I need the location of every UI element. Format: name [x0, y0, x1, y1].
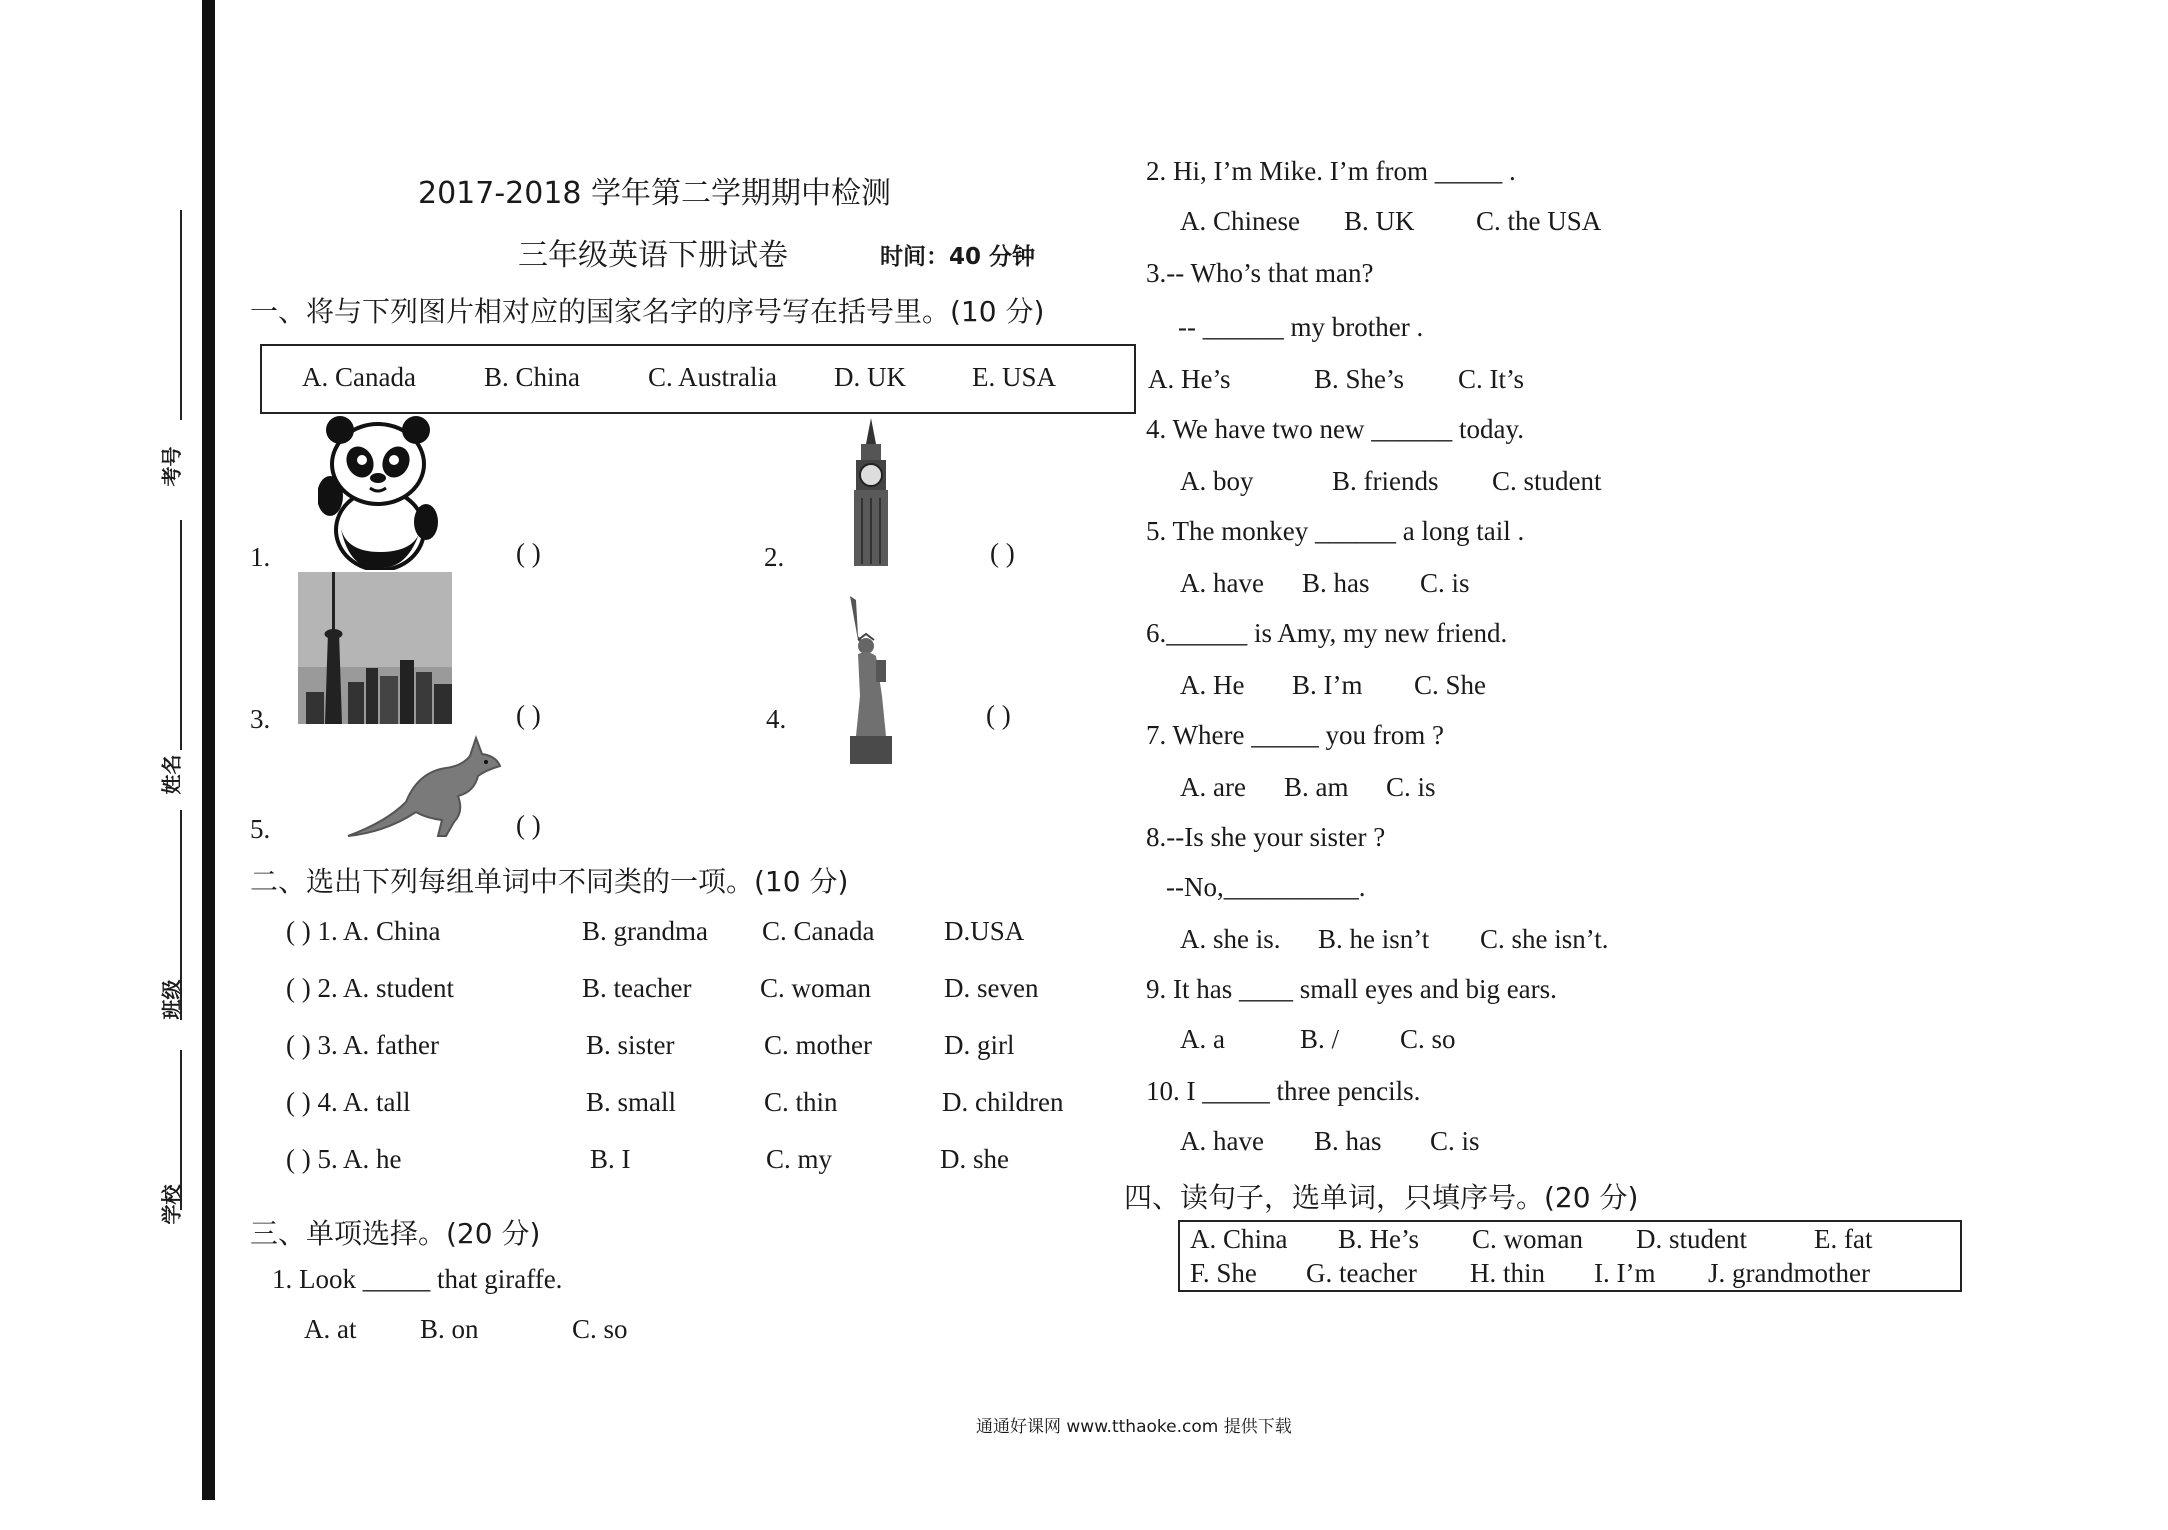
s3-q8-c[interactable]: C. she isn’t. [1480, 924, 1609, 954]
s3-q9-b[interactable]: B. / [1300, 1024, 1340, 1054]
big-ben-image [836, 418, 906, 566]
item4-answer[interactable]: ( ) [986, 700, 1011, 730]
option-usa: E. USA [972, 362, 1057, 392]
s3-q7-c[interactable]: C. is [1386, 772, 1436, 802]
item3-number: 3. [250, 704, 271, 734]
option-uk: D. UK [834, 362, 906, 392]
s3-q1-b[interactable]: B. on [420, 1314, 479, 1344]
s2-q1-d: D.USA [944, 916, 1025, 946]
section1-heading: 一、将与下列图片相对应的国家名字的序号写在括号里。(10 分) [250, 295, 1045, 328]
s3-q9-a[interactable]: A. a [1180, 1024, 1225, 1054]
s2-q4-d: D. children [942, 1087, 1064, 1117]
option-china: B. China [484, 362, 581, 392]
item3-answer[interactable]: ( ) [516, 700, 541, 730]
name-line [180, 520, 182, 750]
s3-q9-c[interactable]: C. so [1400, 1024, 1456, 1054]
s3-q10-c[interactable]: C. is [1430, 1126, 1480, 1156]
word-j: J. grandmother [1708, 1258, 1870, 1288]
s3-q4: 4. We have two new ______ today. [1146, 414, 1524, 444]
s2-q3[interactable]: ( ) 3. A. father [286, 1030, 439, 1060]
item5-number: 5. [250, 814, 271, 844]
s2-q3-b: B. sister [586, 1030, 675, 1060]
s3-q2-a[interactable]: A. Chinese [1180, 206, 1300, 236]
item1-answer[interactable]: ( ) [516, 538, 541, 568]
word-h: H. thin [1470, 1258, 1546, 1288]
s2-q1[interactable]: ( ) 1. A. China [286, 916, 441, 946]
s2-q2-c: C. woman [760, 973, 871, 1003]
section2-heading: 二、选出下列每组单词中不同类的一项。(10 分) [250, 865, 849, 898]
item5-answer[interactable]: ( ) [516, 810, 541, 840]
word-e: E. fat [1814, 1224, 1873, 1254]
exam-time: 时间：40 分钟 [880, 244, 1036, 270]
s3-q3-line2: -- ______ my brother . [1178, 312, 1424, 342]
s3-q7-a[interactable]: A. are [1180, 772, 1246, 802]
s2-q5-d: D. she [940, 1144, 1009, 1174]
s2-q5-c: C. my [766, 1144, 833, 1174]
binding-bar [202, 0, 215, 1500]
footer-source: 通通好课网 www.tthaoke.com 提供下载 [976, 1417, 1292, 1437]
section4-heading: 四、读句子，选单词，只填序号。(20 分) [1124, 1181, 1639, 1214]
cn-tower-skyline-image [298, 572, 452, 724]
s3-q3-b[interactable]: B. She’s [1314, 364, 1405, 394]
s3-q1-a[interactable]: A. at [304, 1314, 357, 1344]
option-australia: C. Australia [648, 362, 777, 392]
s3-q10: 10. I _____ three pencils. [1146, 1076, 1421, 1106]
s2-q4-b: B. small [586, 1087, 677, 1117]
item1-number: 1. [250, 542, 271, 572]
option-canada: A. Canada [302, 362, 416, 392]
exam-number-label: 考号 [159, 446, 184, 487]
s3-q6-a[interactable]: A. He [1180, 670, 1245, 700]
s2-q1-b: B. grandma [582, 916, 708, 946]
s3-q2: 2. Hi, I’m Mike. I’m from _____ . [1146, 156, 1516, 186]
s2-q2-d: D. seven [944, 973, 1039, 1003]
s2-q1-c: C. Canada [762, 916, 875, 946]
s3-q5-b[interactable]: B. has [1302, 568, 1370, 598]
word-bank-box [1178, 1220, 1962, 1292]
s3-q6-b[interactable]: B. I’m [1292, 670, 1363, 700]
s3-q3: 3.-- Who’s that man? [1146, 258, 1374, 288]
word-g: G. teacher [1306, 1258, 1417, 1288]
item2-answer[interactable]: ( ) [990, 538, 1015, 568]
s2-q2[interactable]: ( ) 2. A. student [286, 973, 454, 1003]
s3-q5-a[interactable]: A. have [1180, 568, 1264, 598]
exam-title: 2017-2018 学年第二学期期中检测 [418, 176, 892, 211]
s3-q5-c[interactable]: C. is [1420, 568, 1470, 598]
s3-q1: 1. Look _____ that giraffe. [272, 1264, 563, 1294]
s3-q4-c[interactable]: C. student [1492, 466, 1602, 496]
country-options-box [260, 344, 1136, 414]
s2-q5[interactable]: ( ) 5. A. he [286, 1144, 402, 1174]
item4-number: 4. [766, 704, 787, 734]
s2-q2-b: B. teacher [582, 973, 692, 1003]
s2-q4[interactable]: ( ) 4. A. tall [286, 1087, 411, 1117]
item2-number: 2. [764, 542, 785, 572]
exam-subtitle: 三年级英语下册试卷 [518, 238, 788, 273]
s3-q8-b[interactable]: B. he isn’t [1318, 924, 1430, 954]
s3-q9: 9. It has ____ small eyes and big ears. [1146, 974, 1557, 1004]
s2-q4-c: C. thin [764, 1087, 838, 1117]
panda-image [318, 412, 438, 570]
s3-q1-c[interactable]: C. so [572, 1314, 628, 1344]
s3-q3-a[interactable]: A. He’s [1148, 364, 1231, 394]
word-f: F. She [1190, 1258, 1257, 1288]
id-line [180, 210, 182, 420]
s3-q6-c[interactable]: C. She [1414, 670, 1487, 700]
s3-q8-a[interactable]: A. she is. [1180, 924, 1281, 954]
s3-q6: 6.______ is Amy, my new friend. [1146, 618, 1508, 648]
s2-q5-b: B. I [590, 1144, 631, 1174]
class-label: 班级 [159, 979, 184, 1020]
s3-q8: 8.--Is she your sister ? [1146, 822, 1386, 852]
s3-q7-b[interactable]: B. am [1284, 772, 1349, 802]
s3-q5: 5. The monkey ______ a long tail . [1146, 516, 1525, 546]
s3-q2-c[interactable]: C. the USA [1476, 206, 1602, 236]
word-d: D. student [1636, 1224, 1747, 1254]
s2-q3-c: C. mother [764, 1030, 872, 1060]
s3-q8-line2: --No,__________. [1166, 872, 1366, 902]
student-name-label: 姓名 [159, 754, 184, 795]
word-b: B. He’s [1338, 1224, 1419, 1254]
word-i: I. I’m [1594, 1258, 1656, 1288]
statue-of-liberty-image [836, 596, 914, 764]
s3-q10-b[interactable]: B. has [1314, 1126, 1382, 1156]
s3-q10-a[interactable]: A. have [1180, 1126, 1264, 1156]
s3-q4-b[interactable]: B. friends [1332, 466, 1439, 496]
s3-q4-a[interactable]: A. boy [1180, 466, 1254, 496]
word-c: C. woman [1472, 1224, 1583, 1254]
word-a: A. China [1190, 1224, 1288, 1254]
s3-q3-c[interactable]: C. It’s [1458, 364, 1525, 394]
school-label: 学校 [159, 1184, 184, 1225]
s3-q7: 7. Where _____ you from ? [1146, 720, 1444, 750]
s2-q3-d: D. girl [944, 1030, 1015, 1060]
s3-q2-b[interactable]: B. UK [1344, 206, 1415, 236]
kangaroo-image [346, 732, 506, 842]
section3-heading: 三、单项选择。(20 分) [250, 1217, 541, 1250]
